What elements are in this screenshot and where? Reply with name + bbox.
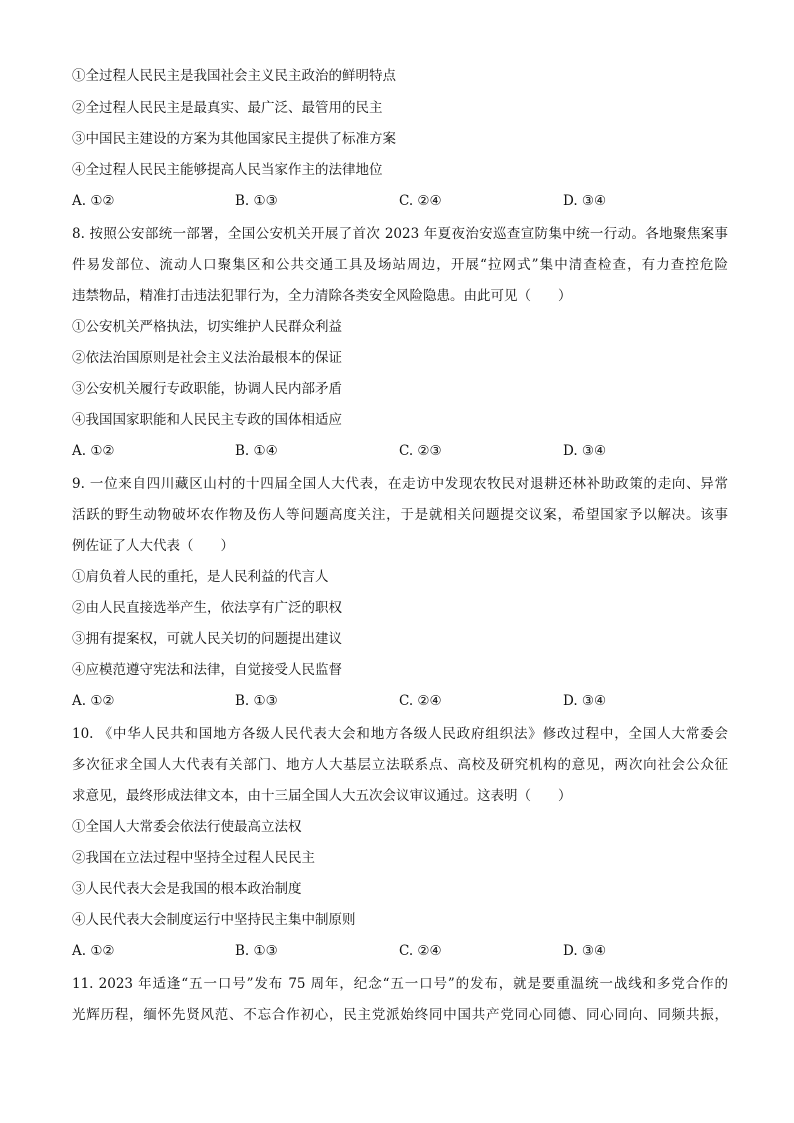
q8-choice-c: C. ②③: [399, 443, 442, 459]
q10-stem-line-2: 多次征求全国人大代表有关部门、地方人大基层立法联系点、高校及研究机构的意见，两次向社会公众征: [72, 757, 728, 773]
q7-statement-2: ②全过程人民民主是最真实、最广泛、最管用的民主: [72, 100, 383, 116]
q10-choice-d: D. ③④: [563, 943, 607, 959]
q8-statement-3: ③公安机关履行专政职能，协调人民内部矛盾: [72, 381, 342, 397]
q7-statement-3: ③中国民主建设的方案为其他国家民主提供了标准方案: [72, 131, 396, 147]
q11-stem-line-1: 11. 2023 年适逢“五一口号”发布 75 周年，纪念“五一口号”的发布，就是要重温统一战线和多党合作的: [72, 976, 728, 992]
q9-stem-line-1: 9. 一位来自四川藏区山村的十四届全国人大代表，在走访中发现农牧民对退耕还林补助政策的走向、异常: [72, 476, 728, 492]
q9-statement-2: ②由人民直接选举产生，依法享有广泛的职权: [72, 600, 342, 616]
q9-statement-3: ③拥有提案权，可就人民关切的问题提出建议: [72, 631, 342, 647]
q10-stem-line-3: 求意见，最终形成法律文本，由十三届全国人大五次会议审议通过。这表明（ ）: [72, 788, 572, 804]
q7-choice-d: D. ③④: [563, 193, 607, 209]
q8-choice-a: A. ①②: [72, 443, 115, 459]
q7-choice-c: C. ②④: [399, 193, 442, 209]
q9-choice-a: A. ①②: [72, 693, 115, 709]
q10-choice-b: B. ①③: [235, 943, 278, 959]
q10-statement-4: ④人民代表大会制度运行中坚持民主集中制原则: [72, 912, 356, 928]
q9-choice-c: C. ②④: [399, 693, 442, 709]
q9-stem-line-3: 例佐证了人大代表（ ）: [72, 538, 234, 554]
q9-stem-line-2: 活跃的野生动物破坏农作物及伤人等问题高度关注，于是就相关问题提交议案，希望国家予以解决。该事: [72, 507, 728, 523]
q7-choice-a: A. ①②: [72, 193, 115, 209]
q8-choice-d: D. ③④: [563, 443, 607, 459]
q9-statement-1: ①肩负着人民的重托，是人民利益的代言人: [72, 569, 329, 585]
q10-statement-2: ②我国在立法过程中坚持全过程人民民主: [72, 850, 315, 866]
q10-choice-a: A. ①②: [72, 943, 115, 959]
q9-choices: [72, 692, 728, 710]
q8-stem-line-1: 8. 按照公安部统一部署，全国公安机关开展了首次 2023 年夏夜治安巡查宣防集中统一行动。各地聚焦案事: [72, 226, 728, 242]
q8-statement-1: ①公安机关严格执法，切实维护人民群众利益: [72, 319, 342, 335]
q10-statement-1: ①全国人大常委会依法行使最高立法权: [72, 819, 302, 835]
q9-statement-4: ④应模范遵守宪法和法律，自觉接受人民监督: [72, 662, 342, 678]
q9-choice-d: D. ③④: [563, 693, 607, 709]
q7-choices: [72, 192, 728, 210]
q11-stem-line-2: 光辉历程，缅怀先贤风范、不忘合作初心，民主党派始终同中国共产党同心同德、同心同向、同频共振，: [72, 1007, 728, 1023]
q7-statement-1: ①全过程人民民主是我国社会主义民主政治的鲜明特点: [72, 68, 396, 84]
q8-statement-2: ②依法治国原则是社会主义法治最根本的保证: [72, 350, 342, 366]
q7-statement-4: ④全过程人民民主能够提高人民当家作主的法律地位: [72, 162, 383, 178]
q8-choices: [72, 442, 728, 460]
q8-statement-4: ④我国国家职能和人民民主专政的国体相适应: [72, 412, 342, 428]
q10-stem-line-1: 10. 《中华人民共和国地方各级人民代表大会和地方各级人民政府组织法》修改过程中，全国人大常委会: [72, 726, 728, 742]
q10-choices: [72, 942, 728, 960]
q10-statement-3: ③人民代表大会是我国的根本政治制度: [72, 881, 302, 897]
q10-choice-c: C. ②④: [399, 943, 442, 959]
q7-choice-b: B. ①③: [235, 193, 278, 209]
q8-stem-line-2: 件易发部位、流动人口聚集区和公共交通工具及场站周边，开展“拉网式”集中清查检查，有力查控危险: [72, 257, 728, 273]
q8-choice-b: B. ①④: [235, 443, 278, 459]
q8-stem-line-3: 违禁物品，精准打击违法犯罪行为，全力清除各类安全风险隐患。由此可见（ ）: [72, 288, 572, 304]
q9-choice-b: B. ①③: [235, 693, 278, 709]
